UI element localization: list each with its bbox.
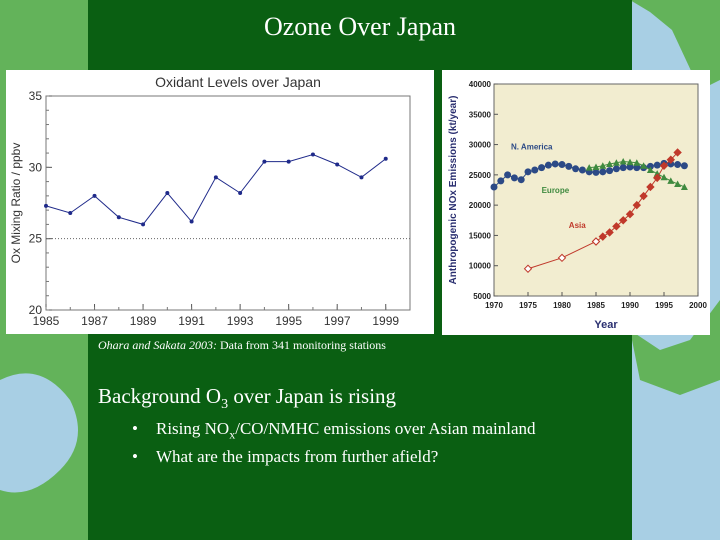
data-point [579, 167, 586, 174]
headline-sub: 3 [221, 397, 229, 413]
y-axis-label: Anthropogenic NOx Emissions (kt/year) [448, 95, 459, 285]
data-point [311, 152, 315, 156]
caption-text: Data from 341 monitoring stations [217, 338, 386, 352]
x-tick-label: 1987 [81, 314, 108, 328]
oxidant-chart [6, 70, 434, 334]
data-point [190, 220, 194, 224]
data-point [262, 160, 266, 164]
data-point [620, 164, 627, 171]
bullet-item [132, 419, 536, 442]
bullet-list [132, 419, 536, 476]
y-tick-label: 20000 [468, 201, 491, 211]
bullet-sub: x [229, 427, 236, 442]
data-point [681, 162, 688, 169]
y-tick-label: 25000 [468, 170, 491, 180]
data-point [214, 175, 218, 179]
bullet-icon: • [132, 447, 138, 467]
data-point [44, 204, 48, 208]
series-label-asia: Asia [568, 221, 586, 231]
nox-emissions-chart [442, 70, 710, 335]
x-tick-label: 1975 [519, 301, 537, 310]
data-point [654, 162, 661, 169]
headline-pre: Background O [98, 384, 222, 408]
x-tick-label: 1989 [129, 314, 157, 328]
y-axis-label: Ox Mixing Ratio / ppbv [9, 142, 23, 264]
x-tick-label: 1997 [323, 314, 351, 328]
data-point [565, 163, 572, 170]
x-tick-label: 1991 [178, 314, 205, 328]
x-tick-label: 1995 [275, 314, 303, 328]
data-point [93, 194, 97, 198]
plot-frame [494, 84, 698, 296]
data-point [165, 191, 169, 195]
data-point [531, 167, 538, 174]
bullet-post: /CO/NMHC emissions over Asian mainland [235, 419, 536, 438]
y-tick-label: 30000 [468, 140, 491, 150]
data-point [504, 171, 511, 178]
headline-post: over Japan is rising [228, 384, 397, 408]
data-point [497, 177, 504, 184]
oxidant-chart-panel [6, 70, 434, 334]
y-tick-label: 35 [28, 89, 42, 103]
data-point [599, 168, 606, 175]
data-point [545, 162, 552, 169]
data-point [68, 211, 72, 215]
data-point [606, 167, 613, 174]
data-point [491, 183, 498, 190]
x-tick-label: 1985 [32, 314, 60, 328]
caption-citation: Ohara and Sakata 2003: [98, 338, 217, 352]
series-label-europe: Europe [541, 186, 570, 196]
y-tick-label: 25 [28, 231, 42, 246]
headline [98, 384, 396, 413]
y-tick-label: 5000 [473, 292, 491, 301]
y-tick-label: 20 [28, 303, 42, 317]
y-tick-label: 15000 [468, 231, 491, 241]
nox-chart-panel [442, 70, 710, 335]
y-tick-label: 40000 [468, 80, 491, 89]
data-point [141, 222, 145, 226]
x-tick-label: 1980 [553, 301, 571, 310]
plot-frame [46, 96, 410, 310]
x-tick-label: 2000 [689, 301, 707, 310]
bullet-pre: Rising NO [156, 419, 230, 438]
data-line [46, 154, 386, 224]
data-point [538, 164, 545, 171]
data-point [552, 160, 559, 167]
data-point [511, 174, 518, 181]
x-tick-label: 1970 [485, 301, 503, 310]
bullet-pre: What are the impacts from further afield? [156, 447, 439, 467]
x-tick-label: 1995 [655, 301, 673, 310]
chart-caption [98, 338, 386, 353]
data-point [613, 165, 620, 172]
series-label-na: N. America [511, 142, 553, 152]
chart-title: Oxidant Levels over Japan [155, 74, 321, 90]
data-point [674, 161, 681, 168]
slide-title: Ozone Over Japan [263, 12, 457, 41]
data-point [518, 176, 525, 183]
x-tick-label: 1999 [372, 314, 400, 328]
x-tick-label: 1990 [621, 301, 639, 310]
x-tick-label: 1993 [226, 314, 254, 328]
data-point [117, 215, 121, 219]
bullet-item [132, 447, 536, 470]
data-point [287, 160, 291, 164]
bullet-icon: • [132, 419, 138, 438]
y-tick-label: 35000 [468, 110, 491, 120]
data-point [525, 168, 532, 175]
data-point [359, 175, 363, 179]
y-tick-label: 30 [28, 160, 42, 175]
data-point [559, 161, 566, 168]
data-point [572, 165, 579, 172]
x-axis-label: Year [594, 319, 618, 331]
data-point [335, 162, 339, 166]
y-tick-label: 10000 [468, 261, 491, 271]
data-point [238, 191, 242, 195]
data-point [384, 157, 388, 161]
data-point [593, 169, 600, 176]
x-tick-label: 1985 [587, 301, 605, 310]
